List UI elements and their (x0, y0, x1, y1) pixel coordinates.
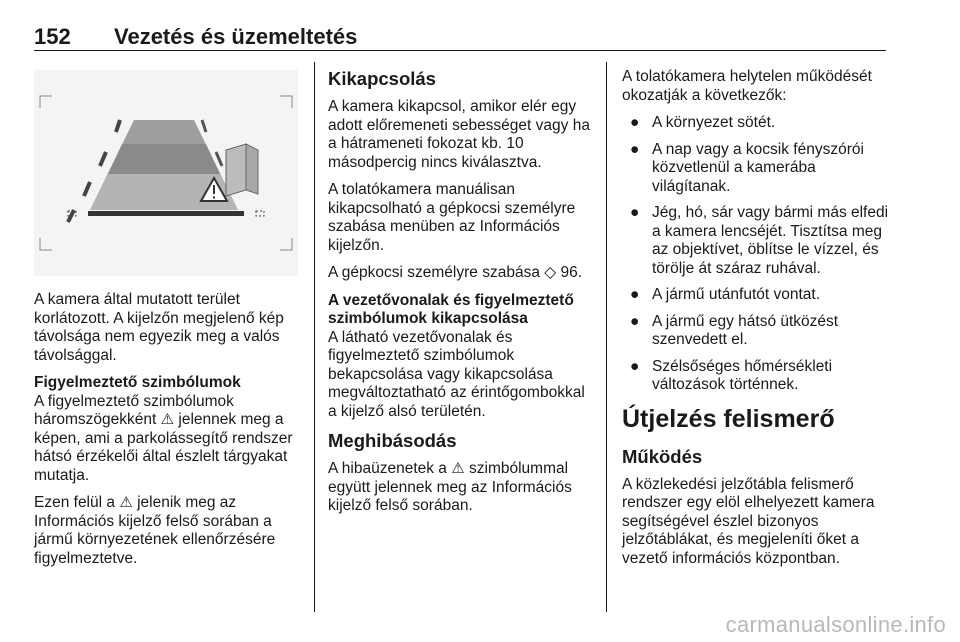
bullet-icon: ● (630, 114, 640, 131)
list-item: ● A környezet sötét. (630, 114, 776, 131)
warning-triangle-icon: ⚠ (160, 411, 175, 428)
paragraph-fault: A hibaüzenetek a ⚠ szimbólummal együtt jelennek meg az Információs kijelző felső sorában. (328, 460, 572, 514)
list-item: ● A nap vagy a kocsik fényszórói közvetlenül a kamerába világítanak. (630, 140, 864, 195)
page-number: 152 (34, 24, 71, 49)
paragraph-malfunction-intro: A tolatókamera helytelen működését okozatják a következők: (622, 68, 872, 104)
paragraph-manual-off: A tolatókamera manuálisan kikapcsolható a gépkocsi személyre szabása menüben az Információs kijelzőn. (328, 181, 576, 254)
heading-operation: Működés (622, 445, 703, 467)
paragraph-operation: A közlekedési jelzőtábla felismerő rendszer egy elöl elhelyezett kamera segítségével észlel bizonyos jelzőtáblákat, és megjeleníti őket a vezető információs központban. (622, 475, 875, 567)
warning-triangle-icon: ⚠ (451, 460, 465, 477)
rear-camera-display-illustration (34, 70, 298, 276)
list-item: ● Szélsőséges hőmérsékleti változások történnek. (630, 357, 833, 393)
watermark: carmanualsonline.info (725, 612, 946, 637)
page-title: Vezetés és üzemeltetés (114, 24, 358, 49)
paragraph-switch-off: A kamera kikapcsol, amikor elér egy adott előremeneti sebességet vagy ha a hátrameneti fokozat kb. 10 másodpercig nincs kiválasztva. (328, 98, 590, 171)
heading-fault: Meghibásodás (328, 430, 457, 451)
page-reference-link[interactable]: 96. (560, 264, 583, 281)
heading-guidelines-off: A vezetővonalak és figyelmeztető szimbólumok kikapcsolása (328, 291, 574, 327)
heading-switch-off: Kikapcsolás (328, 68, 436, 89)
list-item: ● A jármű egy hátsó ütközést szenvedett el. (630, 312, 839, 348)
page-reference-arrow-icon: ◇ (544, 264, 557, 281)
paragraph-info-display: Ezen felül a ⚠ jelenik meg az Információs kijelző felső sorában a jármű környezetének ellenőrzésére figyelmeztetve. (34, 494, 276, 567)
page-header (34, 22, 886, 52)
paragraph-warning-symbols: A figyelmeztető szimbólumok háromszögekként ⚠ jelennek meg a képen, ami a parkolássegítő rendszer hátsó érzékelői által észlelt tárgyakat mutatja. (34, 392, 293, 484)
malfunction-causes-list (622, 114, 890, 395)
list-item: ● A jármű utánfutót vontat. (630, 286, 821, 303)
heading-warning-symbols: Figyelmeztető szimbólumok (34, 374, 241, 391)
heading-traffic-sign-recognition: Útjelzés felismerő (622, 404, 835, 433)
bullet-icon: ● (630, 204, 640, 221)
list-item: ● Jég, hó, sár vagy bármi más elfedi a kamera lencséjét. Tisztítsa meg az objektívet, öblítse le vízzel, és törölje át száraz ruhával. (630, 204, 889, 277)
column-divider-right (606, 62, 607, 612)
paragraph-personalization-ref: A gépkocsi személyre szabása ◇ 96. (328, 264, 583, 281)
bullet-icon: ● (630, 312, 640, 330)
bullet-icon: ● (630, 286, 640, 303)
image-caption: A kamera által mutatott terület korlátozott. A kijelzőn megjelenő kép távolsága nem egyezik meg a valós távolsággal. (34, 291, 284, 364)
bullet-icon: ● (630, 357, 640, 375)
column-divider-left (314, 62, 315, 612)
paragraph-guidelines-off: A látható vezetővonalak és figyelmeztető szimbólumok bekapcsolása vagy kikapcsolása megváltoztatható az érintőgombokkal a kijelző alsó területén. (328, 328, 585, 420)
column-2 (328, 68, 596, 525)
warning-triangle-icon: ⚠ (119, 494, 133, 511)
header-rule (34, 50, 886, 51)
bullet-icon: ● (630, 140, 640, 158)
column-1 (34, 291, 304, 577)
column-3 (622, 68, 890, 577)
